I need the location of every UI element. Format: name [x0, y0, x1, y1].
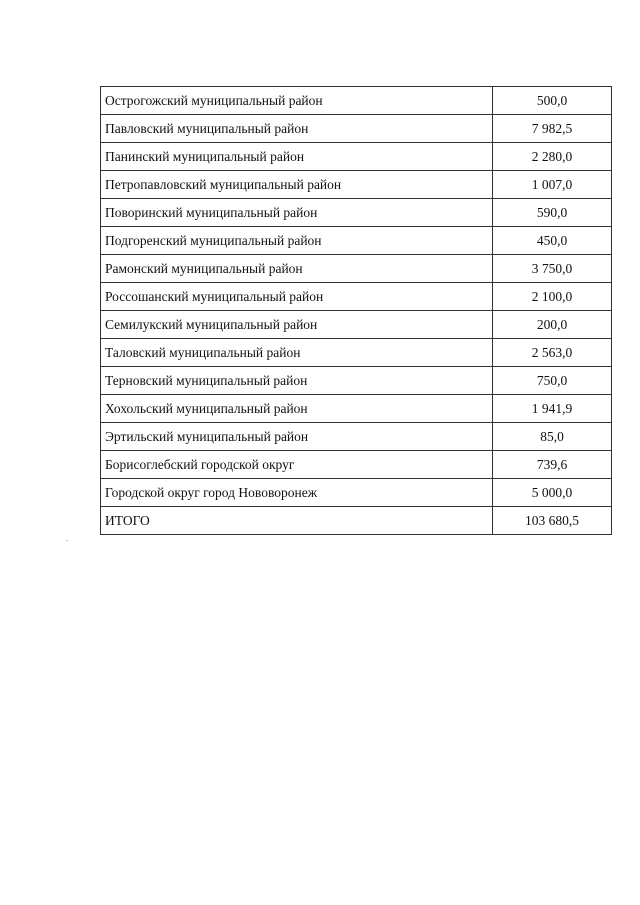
district-amount: 1 941,9 [493, 395, 612, 423]
total-label: ИТОГО [101, 507, 493, 535]
district-name: Россошанский муниципальный район [101, 283, 493, 311]
district-amount: 1 007,0 [493, 171, 612, 199]
allocation-table-body [101, 87, 612, 535]
table-row [101, 255, 612, 283]
district-name: Терновский муниципальный район [101, 367, 493, 395]
district-amount: 3 750,0 [493, 255, 612, 283]
table-row [101, 115, 612, 143]
district-name: Петропавловский муниципальный район [101, 171, 493, 199]
table-row [101, 283, 612, 311]
district-amount: 7 982,5 [493, 115, 612, 143]
total-row [101, 507, 612, 535]
table-row [101, 339, 612, 367]
district-name: Павловский муниципальный район [101, 115, 493, 143]
district-name: Панинский муниципальный район [101, 143, 493, 171]
district-amount: 739,6 [493, 451, 612, 479]
district-amount: 500,0 [493, 87, 612, 115]
district-amount: 450,0 [493, 227, 612, 255]
table-row [101, 199, 612, 227]
district-amount: 2 100,0 [493, 283, 612, 311]
table-row [101, 479, 612, 507]
table-row [101, 395, 612, 423]
district-name: Семилукский муниципальный район [101, 311, 493, 339]
district-amount: 5 000,0 [493, 479, 612, 507]
table-row [101, 423, 612, 451]
district-name: Рамонский муниципальный район [101, 255, 493, 283]
total-amount: 103 680,5 [493, 507, 612, 535]
table-row [101, 143, 612, 171]
district-name: Борисоглебский городской округ [101, 451, 493, 479]
table-row [101, 227, 612, 255]
district-name: Таловский муниципальный район [101, 339, 493, 367]
district-name: Эртильский муниципальный район [101, 423, 493, 451]
table-row [101, 171, 612, 199]
district-name: Поворинский муниципальный район [101, 199, 493, 227]
district-amount: 200,0 [493, 311, 612, 339]
district-amount: 2 280,0 [493, 143, 612, 171]
table-row [101, 451, 612, 479]
district-name: Городской округ город Нововоронеж [101, 479, 493, 507]
allocation-table [100, 86, 612, 535]
district-amount: 85,0 [493, 423, 612, 451]
table-row [101, 367, 612, 395]
scan-speck [66, 540, 68, 541]
district-name: Подгоренский муниципальный район [101, 227, 493, 255]
table-row [101, 311, 612, 339]
district-amount: 2 563,0 [493, 339, 612, 367]
district-name: Острогожский муниципальный район [101, 87, 493, 115]
district-amount: 750,0 [493, 367, 612, 395]
district-name: Хохольский муниципальный район [101, 395, 493, 423]
district-amount: 590,0 [493, 199, 612, 227]
table-row [101, 87, 612, 115]
